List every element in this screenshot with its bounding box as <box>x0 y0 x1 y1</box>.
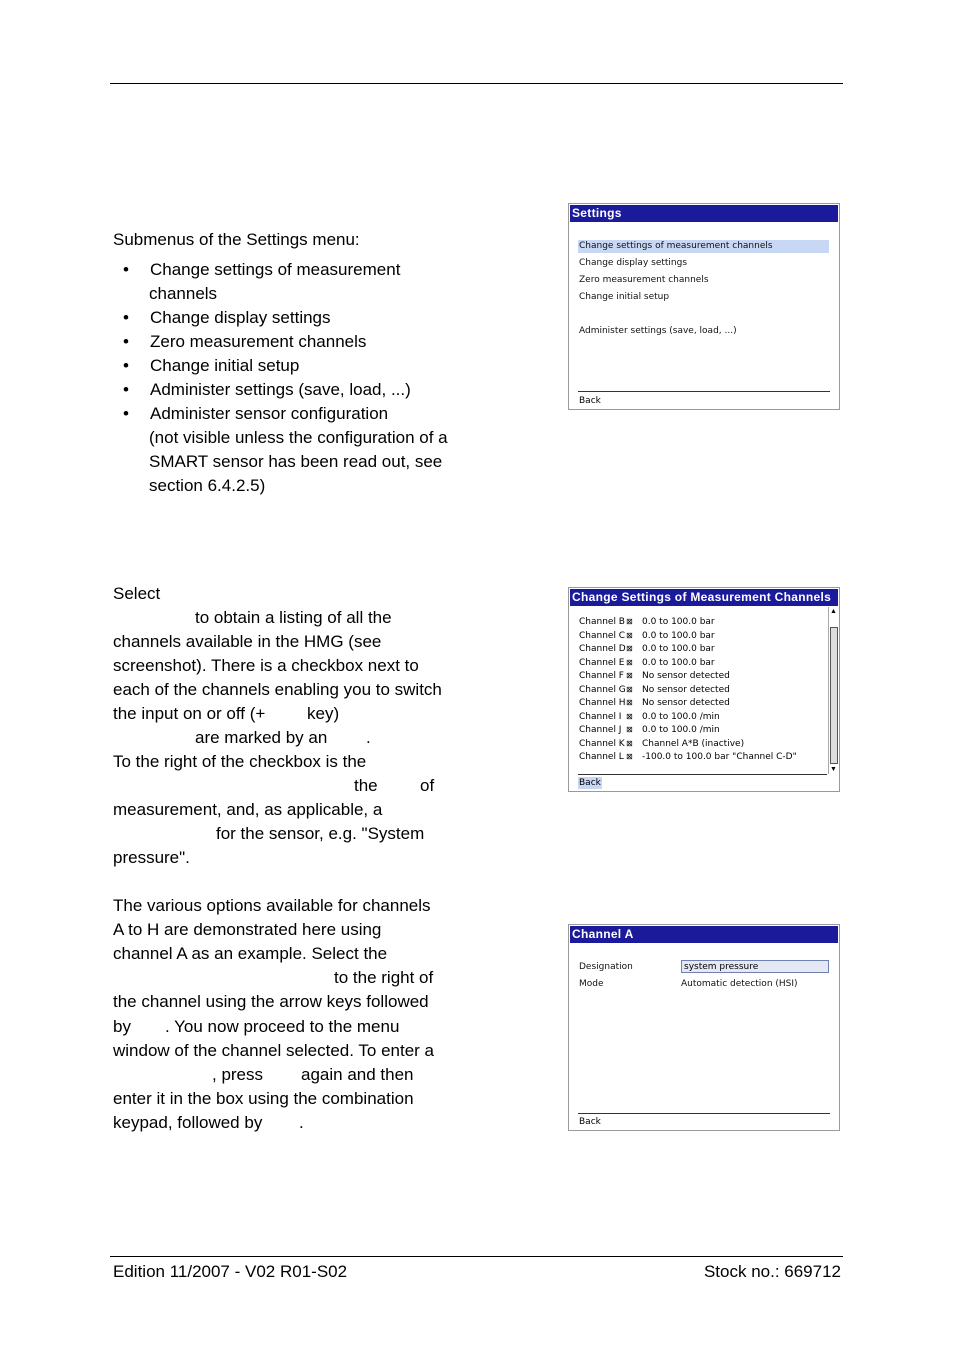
checkbox[interactable]: ⊠ <box>626 698 633 707</box>
channel-range[interactable]: No sensor detected <box>642 698 730 708</box>
header-rule <box>110 83 843 84</box>
checkbox[interactable]: ⊠ <box>626 644 633 653</box>
menu-item-change-measurement-channels[interactable]: Change settings of measurement channels <box>578 240 829 253</box>
checkbox[interactable]: ⊠ <box>626 752 633 761</box>
table-row[interactable] <box>579 723 720 738</box>
channel-range[interactable]: 0.0 to 100.0 bar <box>642 657 715 668</box>
table-row[interactable] <box>579 642 715 657</box>
channel-name: Channel H <box>579 698 626 708</box>
checkbox[interactable]: ⊠ <box>626 630 633 640</box>
channel-name: Channel E <box>579 657 625 668</box>
channel-name: Channel B <box>579 617 625 627</box>
channel-range[interactable]: No sensor detected <box>642 684 730 695</box>
table-row[interactable] <box>579 629 715 644</box>
designation-label: Designation <box>579 962 633 972</box>
scroll-up-icon[interactable]: ▲ <box>830 608 837 615</box>
channel-range[interactable]: No sensor detected <box>642 671 730 681</box>
scroll-down-icon[interactable]: ▼ <box>830 766 837 773</box>
checkbox[interactable]: ⊠ <box>626 657 633 667</box>
channel-name: Channel J <box>579 725 622 735</box>
table-row[interactable] <box>579 669 730 684</box>
menu-item-change-display[interactable]: Change display settings <box>579 258 688 268</box>
channel-name: Channel L <box>579 752 624 762</box>
channel-name: Channel K <box>579 738 625 749</box>
table-row[interactable] <box>579 615 715 630</box>
menu-item-zero-channels[interactable]: Zero measurement channels <box>579 275 709 285</box>
channel-range[interactable]: 0.0 to 100.0 bar <box>642 644 715 654</box>
list-item: • Change initial setup <box>113 354 448 378</box>
scroll-thumb[interactable] <box>830 627 838 764</box>
channel-name: Channel F <box>579 671 624 681</box>
list-item: • Administer settings (save, load, ...) <box>113 378 448 402</box>
table-row[interactable] <box>579 750 797 765</box>
checkbox[interactable]: ⊠ <box>626 711 633 721</box>
footer-rule <box>110 1256 843 1257</box>
menu-item-initial-setup[interactable]: Change initial setup <box>579 292 670 302</box>
channel-range[interactable]: Channel A*B (inactive) <box>642 738 745 749</box>
window-title: Change Settings of Measurement Channels <box>570 589 838 606</box>
footer-edition: Edition 11/2007 - V02 R01-S02 <box>113 1262 348 1281</box>
checkbox[interactable]: ⊠ <box>626 725 633 734</box>
back-button[interactable]: Back <box>579 396 601 406</box>
divider <box>578 1113 830 1114</box>
table-row[interactable] <box>579 737 744 752</box>
settings-screenshot <box>568 203 840 410</box>
divider <box>578 774 827 775</box>
channels-screenshot <box>568 587 840 792</box>
checkbox[interactable]: ⊠ <box>626 738 633 748</box>
channel-a-screenshot <box>568 924 840 1131</box>
table-row[interactable] <box>579 710 720 725</box>
mode-label: Mode <box>579 979 604 989</box>
channel-range[interactable]: 0.0 to 100.0 /min <box>642 725 720 735</box>
table-row[interactable] <box>579 683 730 698</box>
channel-name: Channel I <box>579 711 622 722</box>
checkbox[interactable]: ⊠ <box>626 684 633 694</box>
designation-field[interactable]: system pressure <box>681 960 829 973</box>
checkbox[interactable]: ⊠ <box>626 671 633 680</box>
channel-name: Channel G <box>579 684 626 695</box>
settings-intro: Submenus of the Settings menu: <box>113 230 360 249</box>
scrollbar[interactable] <box>828 607 838 774</box>
list-item: • Zero measurement channels <box>113 330 448 354</box>
table-row[interactable] <box>579 656 715 671</box>
channel-range[interactable]: 0.0 to 100.0 /min <box>642 711 720 722</box>
window-title: Channel A <box>570 926 838 943</box>
menu-item-administer-settings[interactable]: Administer settings (save, load, ...) <box>579 326 737 336</box>
list-item: • Administer sensor configuration (not visible unless the configuration of a SMART sensor has been read out, see section 6.4.2.5) <box>113 402 448 498</box>
window-title: Settings <box>570 205 838 222</box>
settings-submenu-list <box>113 258 448 498</box>
table-row[interactable] <box>579 696 730 711</box>
back-button[interactable]: Back <box>579 778 601 788</box>
channel-range[interactable]: -100.0 to 100.0 bar "Channel C-D" <box>642 752 797 762</box>
channel-name: Channel C <box>579 630 626 641</box>
list-item: • Change settings of measurement channels <box>113 258 448 306</box>
footer-stock-number: Stock no.: 669712 <box>703 1262 841 1281</box>
back-button[interactable]: Back <box>579 1117 601 1127</box>
mode-value[interactable]: Automatic detection (HSI) <box>681 979 798 989</box>
divider <box>578 391 830 392</box>
channel-range[interactable]: 0.0 to 100.0 bar <box>642 630 715 641</box>
checkbox[interactable]: ⊠ <box>626 617 633 626</box>
list-item: • Change display settings <box>113 306 448 330</box>
channel-name: Channel D <box>579 644 626 654</box>
channel-range[interactable]: 0.0 to 100.0 bar <box>642 617 715 627</box>
